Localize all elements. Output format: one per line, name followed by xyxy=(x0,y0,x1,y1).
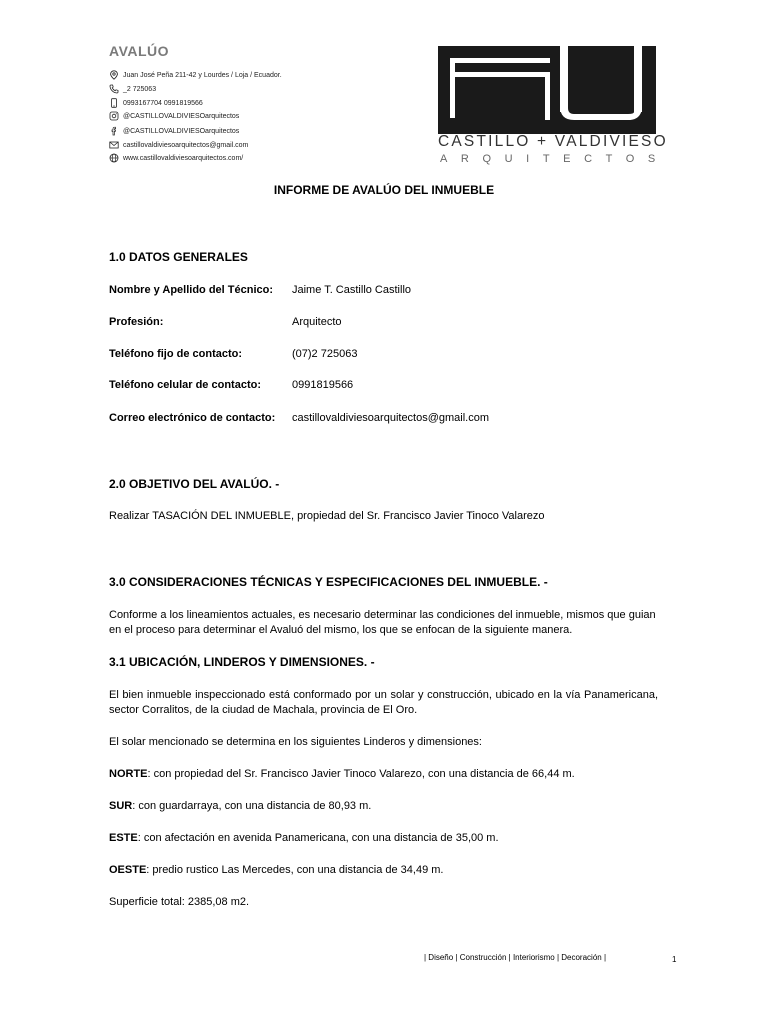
section-2-text: Realizar TASACIÓN DEL INMUEBLE, propiedad del Sr. Francisco Javier Tinoco Valarezo xyxy=(109,510,545,522)
contact-facebook xyxy=(109,126,239,136)
boundary-text: : con guardarraya, con una distancia de 80,93 m. xyxy=(132,800,372,812)
boundary-text: : con afectación en avenida Panamericana, con una distancia de 35,00 m. xyxy=(137,832,499,844)
boundary-east xyxy=(109,831,658,846)
field-label-landline: Teléfono fijo de contacto: xyxy=(109,348,243,360)
field-value-landline: (07)2 725063 xyxy=(292,348,358,360)
page-number: 1 xyxy=(672,955,677,964)
contact-facebook-text: @CASTILLOVALDIVIESOarquitectos xyxy=(123,127,240,135)
footer-services: | Diseño | Construcción | Interiorismo | Decoración | xyxy=(424,953,607,962)
email-icon xyxy=(109,140,119,150)
field-label-profession: Profesión: xyxy=(109,316,164,328)
contact-mobile xyxy=(109,98,203,108)
contact-website-text: www.castillovaldiviesoarquitectos.com/ xyxy=(123,154,244,162)
brand-title: AVALÚO xyxy=(109,43,170,59)
contact-phone-text: _2 725063 xyxy=(123,85,157,93)
contact-email xyxy=(109,140,248,150)
contact-email-text: castillovaldiviesoarquitectos@gmail.com xyxy=(123,141,249,149)
boundary-direction: SUR xyxy=(109,800,133,812)
boundary-direction: OESTE xyxy=(109,864,147,876)
total-surface: Superficie total: 2385,08 m2. xyxy=(109,896,250,908)
boundary-direction: ESTE xyxy=(109,832,138,844)
contact-phone xyxy=(109,84,156,94)
field-value-email: castillovaldiviesoarquitectos@gmail.com xyxy=(292,412,490,424)
field-label-mobile: Teléfono celular de contacto: xyxy=(109,379,261,391)
field-label-name: Nombre y Apellido del Técnico: xyxy=(109,284,274,296)
logo-company-name: CASTILLO + VALDIVIESO xyxy=(438,133,668,150)
boundary-west xyxy=(109,863,658,878)
boundary-south xyxy=(109,799,658,814)
boundary-direction: NORTE xyxy=(109,768,148,780)
field-label-email: Correo electrónico de contacto: xyxy=(109,412,276,424)
contact-address-text: Juan José Peña 211-42 y Lourdes / Loja / Ecuador. xyxy=(123,71,282,79)
logo-company-subtitle: ARQUITECTOS xyxy=(440,153,669,165)
mobile-phone-icon xyxy=(109,98,119,108)
contact-instagram-text: @CASTILLOVALDIVIESOarquitectos xyxy=(123,112,240,120)
boundary-text: : predio rustico Las Mercedes, con una distancia de 34,49 m. xyxy=(146,864,444,876)
document-title: INFORME DE AVALÚO DEL INMUEBLE xyxy=(273,183,495,197)
contact-instagram xyxy=(109,111,239,121)
location-pin-icon xyxy=(109,70,119,80)
field-value-profession: Arquitecto xyxy=(292,316,342,328)
section-3-1-paragraph-2: El solar mencionado se determina en los siguientes Linderos y dimensiones: xyxy=(109,736,482,748)
phone-icon xyxy=(109,84,119,94)
facebook-icon xyxy=(109,126,119,136)
field-value-name: Jaime T. Castillo Castillo xyxy=(292,284,412,296)
contact-address xyxy=(109,70,282,80)
boundary-north xyxy=(109,767,658,782)
section-3-1-paragraph-1: El bien inmueble inspeccionado está conformado por un solar y construcción, ubicado en la vía Panamericana, sector Corralitos, de la ciudad de Machala, provincia de El Oro. xyxy=(109,689,658,716)
contact-website xyxy=(109,153,243,163)
field-value-mobile: 0991819566 xyxy=(292,379,354,391)
instagram-icon xyxy=(109,111,119,121)
boundary-text: : con propiedad del Sr. Francisco Javier Tinoco Valarezo, con una distancia de 66,44 m. xyxy=(147,768,575,780)
globe-icon xyxy=(109,153,119,163)
section-2-heading: 2.0 OBJETIVO DEL AVALÚO. - xyxy=(109,477,280,491)
section-3-1-heading: 3.1 UBICACIÓN, LINDEROS Y DIMENSIONES. - xyxy=(109,655,375,669)
contact-mobile-text: 0993167704 0991819566 xyxy=(123,99,203,107)
section-3-text: Conforme a los lineamientos actuales, es necesario determinar las condiciones del inmueble, mismos que guian en el proceso para determinar el Avaluó del mismo, los que se enfocan de la siguiente manera. xyxy=(109,609,656,636)
section-1-heading: 1.0 DATOS GENERALES xyxy=(109,250,248,264)
section-3-heading: 3.0 CONSIDERACIONES TÉCNICAS Y ESPECIFICACIONES DEL INMUEBLE. - xyxy=(109,575,548,589)
